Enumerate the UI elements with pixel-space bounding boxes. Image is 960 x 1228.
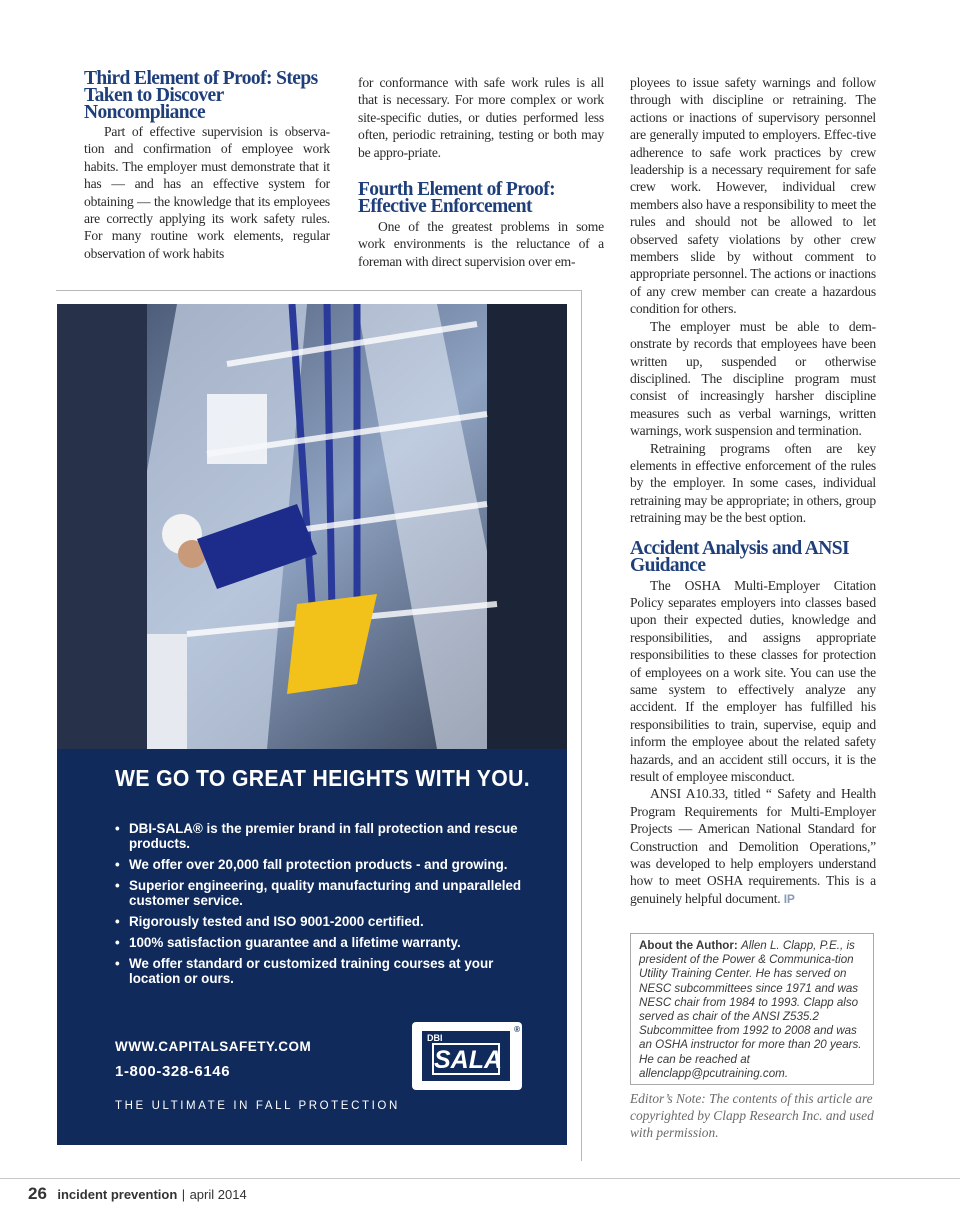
body-paragraph: One of the greatest problems in some work environments is the reluctance of a foreman with direct supervision over em- (358, 219, 604, 269)
body-paragraph: Part of effective supervision is observa-tion and confirmation of employee work habits. The employer must demonstrate that it has — and has an effective system for obtaining — the knowledge that its employees are correctly applying its work safety rules. For many routine work elements, regular observation of work habits (84, 124, 330, 261)
list-item: • We offer standard or customized training courses at your location or ours. (115, 956, 535, 986)
body-paragraph: ployees to issue safety warnings and follow through with discipline or retraining. The actions or inactions of supervisory personnel are generally imputed to employers. Effec-tive adherence to safe work practices by crew leadership is a necessary requirement for safe crew work. However, individual crew members also have a responsibility to meet the rules and should not be allowed to let observed safety violations by other crew members slide by without comment to appropriate personnel. The actions or inactions of any crew member can create a hazardous condition for others. (630, 75, 876, 317)
section-heading-fourth-element: Fourth Element of Proof: Effective Enforcement (358, 179, 555, 218)
logo-badge (422, 1031, 510, 1081)
list-item: • DBI-SALA® is the premier brand in fall protection and rescue products. (115, 821, 535, 851)
column-1 (84, 70, 330, 262)
ad-bullet-list (115, 821, 535, 992)
logo-registered-mark: ® (514, 1025, 520, 1034)
page-number: 26 (28, 1184, 47, 1203)
footer-divider (0, 1178, 960, 1179)
list-item: • Rigorously tested and ISO 9001-2000 certified. (115, 914, 535, 929)
dbi-sala-logo (412, 1022, 522, 1090)
author-box-label: About the Author: (639, 939, 738, 952)
editor-note: Editor’s Note: The contents of this article are copyrighted by Clapp Research Inc. and used with permission. (630, 1091, 874, 1140)
page-footer (28, 1184, 247, 1204)
column-3 (630, 74, 876, 908)
list-item: • Superior engineering, quality manufacturing and unparalleled customer service. (115, 878, 535, 908)
body-paragraph (630, 785, 876, 908)
ad-phone-number: 1-800-328-6146 (115, 1063, 231, 1080)
rig-worker-photo (57, 304, 567, 749)
author-box (630, 933, 874, 1085)
section-heading-accident-analysis: Accident Analysis and ANSI Guidance (630, 537, 850, 576)
body-paragraph: The OSHA Multi-Employer Citation Policy separates employers into classes based upon their expected duties, knowledge and responsibilities, and assigns appropriate responsibilities to these classes for protection of employees on a work site. You can use the same system to effectively analyze any accident. If the employer has fulfilled his responsibilities to train, supervise, equip and inform the employee about the related safety hazards, and an accident still occurs, it is the result of employee misconduct. (630, 577, 876, 785)
body-paragraph: The employer must be able to dem-onstrate by records that employees have been written up, suspended or otherwise disciplined. The discipline program must consist of increasingly harsher discipline measures such as verbal warnings, written warnings, work suspension and termination. (630, 318, 876, 439)
footer-separator: | (181, 1187, 186, 1202)
body-paragraph: for conformance with safe work rules is all that is necessary. For more complex or work site-specific duties, or duties performed less often, periodic retraining, testing or both may be appro-priate. (358, 75, 604, 160)
column-2 (358, 74, 604, 270)
ad-website-link[interactable]: WWW.CAPITALSAFETY.COM (115, 1039, 312, 1054)
ad-tagline: THE ULTIMATE IN FALL PROTECTION (115, 1100, 400, 1112)
magazine-name: incident prevention (57, 1187, 178, 1202)
logo-sala-text: SALA (432, 1043, 500, 1075)
issue-date: april 2014 (189, 1187, 247, 1202)
author-box-text: Allen L. Clapp, P.E., is president of the Power & Communica-tion Utility Training Center. He has served on NESC subcommittees since 1971 and was NESC chair from 1984 to 1993. Clapp also served as chair of the ANSI Z535.2 Subcommittee from 1992 to 2008 and was an OSHA instructor for more than 20 years. He can be reached at allenclapp@pcutraining.com. (639, 939, 862, 1080)
logo-dbi-text: DBI (427, 1033, 443, 1043)
ad-photo (57, 304, 567, 749)
ad-headline: WE GO TO GREAT HEIGHTS WITH YOU. (115, 765, 531, 791)
closing-paragraph-text: ANSI A10.33, titled “ Safety and Health Program Requirements for Multi-Employer Projects — American National Standard for Construction and Demolition Operations,” was developed to help employers understand how to meet OSHA requirements. This is a genuinely helpful document. (630, 786, 876, 906)
list-item: • 100% satisfaction guarantee and a lifetime warranty. (115, 935, 535, 950)
ad-panel (57, 749, 567, 1145)
body-paragraph: Retraining programs often are key elements in effective enforcement of the rules by the employer. In some cases, individual retraining may be appropriate; in others, group retraining may be the best option. (630, 440, 876, 526)
list-item: • We offer over 20,000 fall protection products - and growing. (115, 857, 535, 872)
section-heading-third-element: Third Element of Proof: Steps Taken to Discover Noncompliance (84, 68, 318, 123)
end-mark-icon: IP (783, 891, 795, 906)
